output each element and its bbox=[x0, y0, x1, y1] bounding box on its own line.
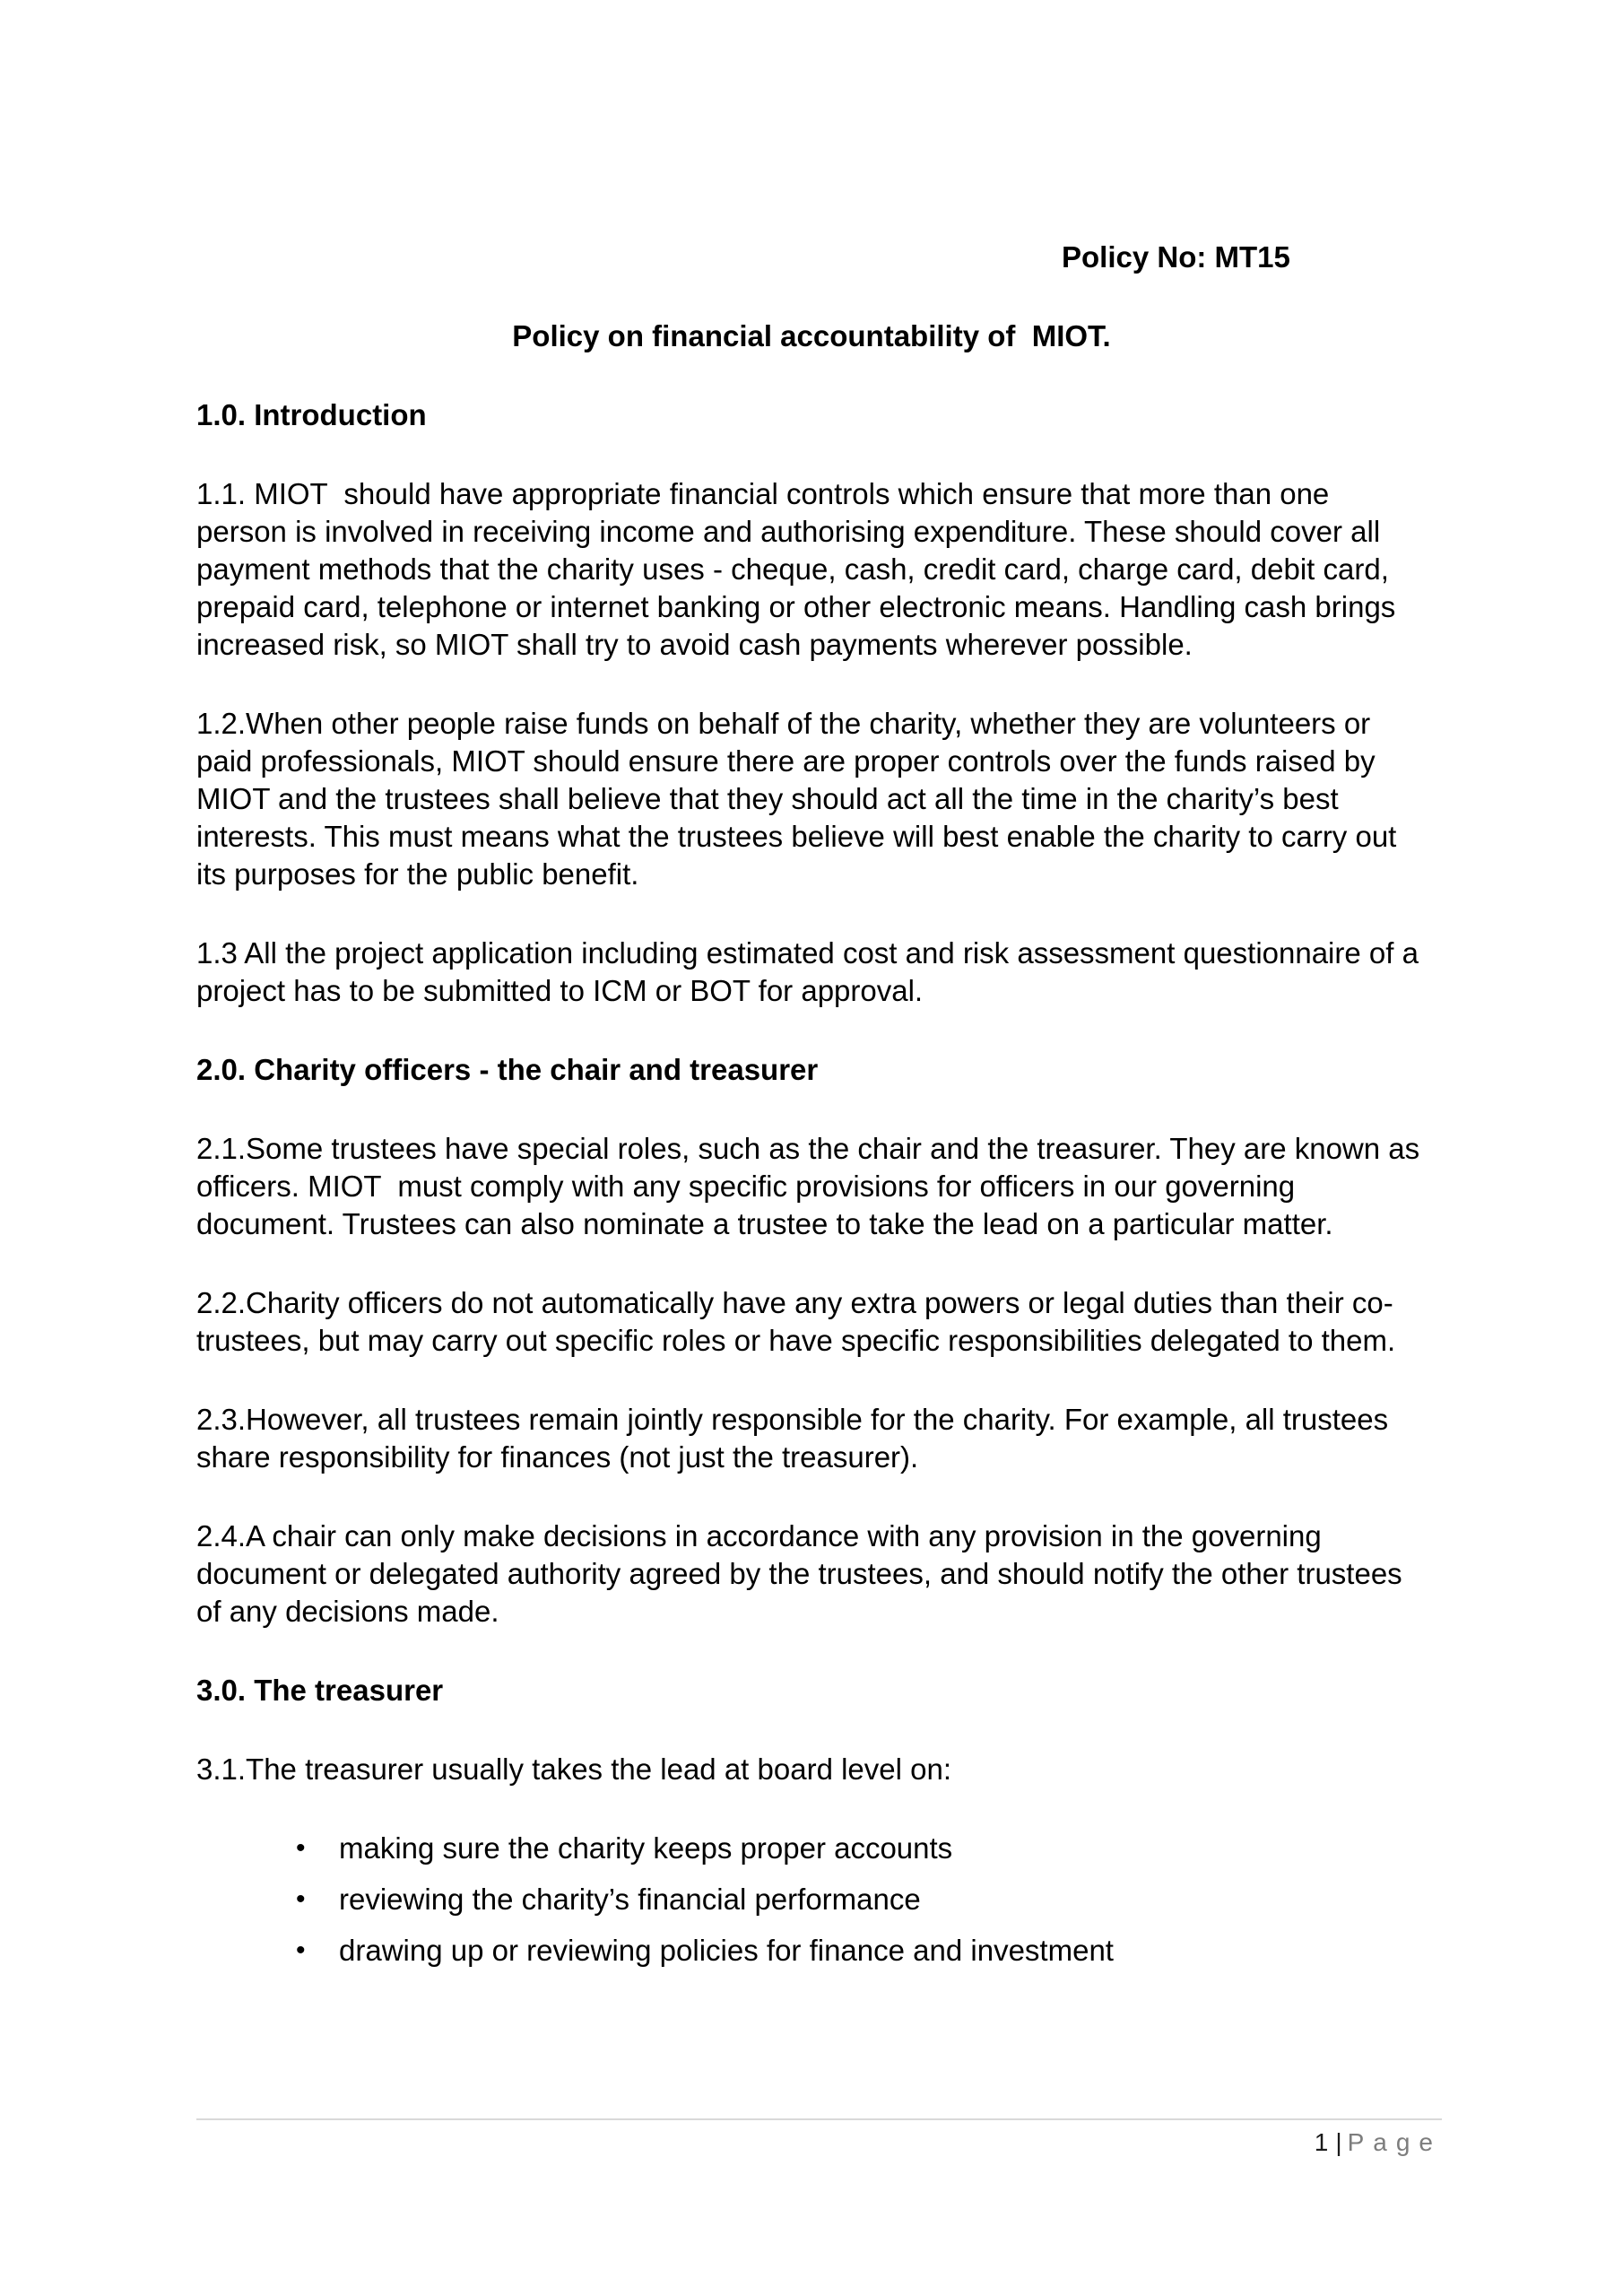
section-heading-charity-officers: 2.0. Charity officers - the chair and treasurer bbox=[196, 1053, 819, 1086]
bullet-icon: • bbox=[296, 1833, 306, 1863]
policy-number: Policy No: MT15 bbox=[1062, 240, 1290, 274]
paragraph-2-3: 2.3.However, all trustees remain jointly responsible for the charity. For example, all trustees share responsibility for finances (not just the treasurer). bbox=[196, 1403, 1397, 1474]
footer-page-indicator bbox=[196, 2127, 1442, 2158]
footer-separator: | bbox=[1335, 2128, 1342, 2156]
bullet-text: reviewing the charity’s financial performance bbox=[339, 1883, 921, 1916]
footer-divider-line bbox=[196, 2118, 1442, 2120]
page-number: 1 bbox=[1314, 2128, 1332, 2156]
bullet-text: drawing up or reviewing policies for finance and investment bbox=[339, 1934, 1114, 1967]
document-title: Policy on financial accountability of MIOT. bbox=[512, 319, 1111, 352]
bullet-item bbox=[296, 1932, 1427, 1970]
section-heading-treasurer: 3.0. The treasurer bbox=[196, 1674, 444, 1707]
section-heading-introduction: 1.0. Introduction bbox=[196, 398, 427, 431]
page-footer bbox=[196, 2118, 1442, 2158]
bullet-text: making sure the charity keeps proper accounts bbox=[339, 1831, 953, 1865]
paragraph-1-3: 1.3 All the project application including estimated cost and risk assessment questionnaire of a project has to be submitted to ICM or BOT for approval. bbox=[196, 936, 1428, 1007]
bullet-item bbox=[296, 1881, 1427, 1918]
paragraph-2-1: 2.1.Some trustees have special roles, such as the chair and the treasurer. They are known as officers. MIOT must comply with any specific provisions for officers in our governing document. Trustees can also nominate a trustee to take the lead on a particular matter. bbox=[196, 1132, 1428, 1240]
paragraph-3-1: 3.1.The treasurer usually takes the lead at board level on: bbox=[196, 1752, 951, 1786]
paragraph-1-1: 1.1. MIOT should have appropriate financial controls which ensure that more than one person is involved in receiving income and authorising expenditure. These should cover all payment methods that the charity uses - cheque, cash, credit card, charge card, debit card, prepaid card, telephone or internet banking or other electronic means. Handling cash brings increased risk, so MIOT shall try to avoid cash payments wherever possible. bbox=[196, 477, 1404, 661]
bullet-icon: • bbox=[296, 1935, 306, 1965]
bullet-list bbox=[196, 1830, 1427, 1970]
bullet-item bbox=[296, 1830, 1427, 1867]
footer-page-label: Page bbox=[1347, 2128, 1442, 2156]
paragraph-1-2: 1.2.When other people raise funds on behalf of the charity, whether they are volunteers or paid professionals, MIOT should ensure there are proper controls over the funds raised by MIOT and the trustees shall believe that they should act all the time in the charity’s best interests. This must means what the trustees believe will best enable the charity to carry out its purposes for the public benefit. bbox=[196, 707, 1405, 891]
paragraph-2-4: 2.4.A chair can only make decisions in accordance with any provision in the governing document or delegated authority agreed by the trustees, and should notify the other trustees of any decisions made. bbox=[196, 1519, 1410, 1628]
paragraph-2-2: 2.2.Charity officers do not automatically have any extra powers or legal duties than their co-trustees, but may carry out specific roles or have specific responsibilities delegated to them. bbox=[196, 1286, 1396, 1357]
bullet-icon: • bbox=[296, 1884, 306, 1914]
